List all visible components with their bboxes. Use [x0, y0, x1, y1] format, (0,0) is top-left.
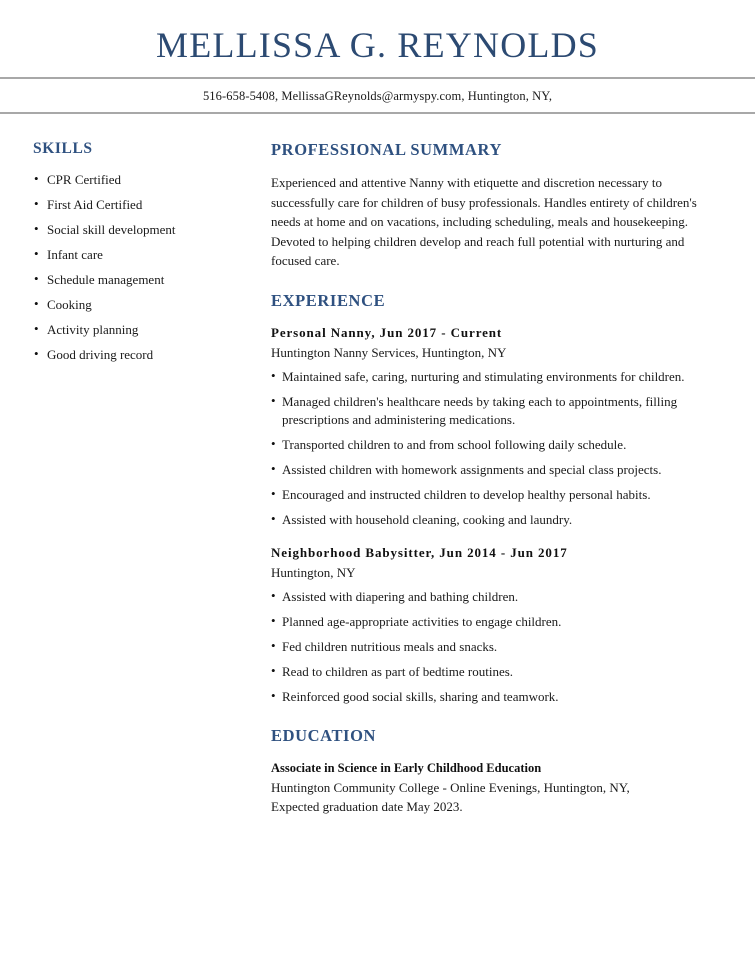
sidebar-column: [0, 140, 270, 372]
list-item: • Assisted children with homework assignments and special class projects.: [271, 461, 710, 479]
list-item: • Fed children nutritious meals and snacks.: [271, 638, 710, 656]
summary-heading: PROFESSIONAL SUMMARY: [271, 140, 502, 159]
list-item: • Infant care: [33, 247, 270, 263]
contact-band: [0, 79, 755, 112]
contact-info: 516-658-5408, MellissaGReynolds@armyspy.com, Huntington, NY,: [202, 89, 553, 103]
education-degree: Associate in Science in Early Childhood Education: [271, 760, 542, 775]
job-bullets: [271, 588, 710, 706]
job-title: Neighborhood Babysitter, Jun 2014 - Jun 2017: [271, 544, 568, 560]
list-item: • Planned age-appropriate activities to engage children.: [271, 613, 710, 631]
experience-entry: [271, 324, 710, 529]
experience-heading: EXPERIENCE: [271, 290, 386, 310]
main-column: [270, 140, 755, 816]
list-item: • Activity planning: [33, 322, 270, 338]
list-item: • Transported children to and from school following daily schedule.: [271, 436, 710, 454]
skills-list: [33, 172, 270, 363]
skills-heading: SKILLS: [33, 140, 93, 157]
list-item: • Social skill development: [33, 222, 270, 238]
list-item: • Good driving record: [33, 347, 270, 363]
experience-section: [271, 291, 710, 706]
list-item: • First Aid Certified: [33, 197, 270, 213]
list-item: • Maintained safe, caring, nurturing and stimulating environments for children.: [271, 368, 710, 386]
education-section: [271, 726, 710, 816]
education-institution: Huntington Community College - Online Evenings, Huntington, NY,: [271, 779, 630, 795]
resume-header: [0, 0, 755, 66]
page-title: MELLISSA G. REYNOLDS: [155, 25, 600, 65]
list-item: • Schedule management: [33, 272, 270, 288]
summary-text: Experienced and attentive Nanny with etiquette and discretion necessary to successfully care for children of busy professionals. Handles entirety of children's needs at home and on vacations, including scheduling, meals and housekeeping. Devoted to helping children develop and reach full potential with nurturing and focused care.: [271, 175, 697, 268]
skills-section: [33, 140, 270, 363]
list-item: • Encouraged and instructed children to develop healthy personal habits.: [271, 486, 710, 504]
summary-section: [271, 140, 710, 271]
education-graduation: Expected graduation date May 2023.: [271, 798, 463, 814]
list-item: • Managed children's healthcare needs by taking each to appointments, filling prescriptions and administering medications.: [271, 393, 710, 429]
list-item: • Assisted with diapering and bathing children.: [271, 588, 710, 606]
job-employer: Huntington, NY: [271, 564, 356, 580]
list-item: • Assisted with household cleaning, cooking and laundry.: [271, 511, 710, 529]
job-title: Personal Nanny, Jun 2017 - Current: [271, 324, 503, 340]
list-item: • Read to children as part of bedtime routines.: [271, 663, 710, 681]
list-item: • Cooking: [33, 297, 270, 313]
job-bullets: [271, 368, 710, 529]
job-employer: Huntington Nanny Services, Huntington, NY: [271, 344, 507, 360]
education-heading: EDUCATION: [271, 725, 377, 745]
list-item: • CPR Certified: [33, 172, 270, 188]
resume-body: [0, 114, 755, 816]
experience-entry: [271, 544, 710, 706]
list-item: • Reinforced good social skills, sharing and teamwork.: [271, 688, 710, 706]
